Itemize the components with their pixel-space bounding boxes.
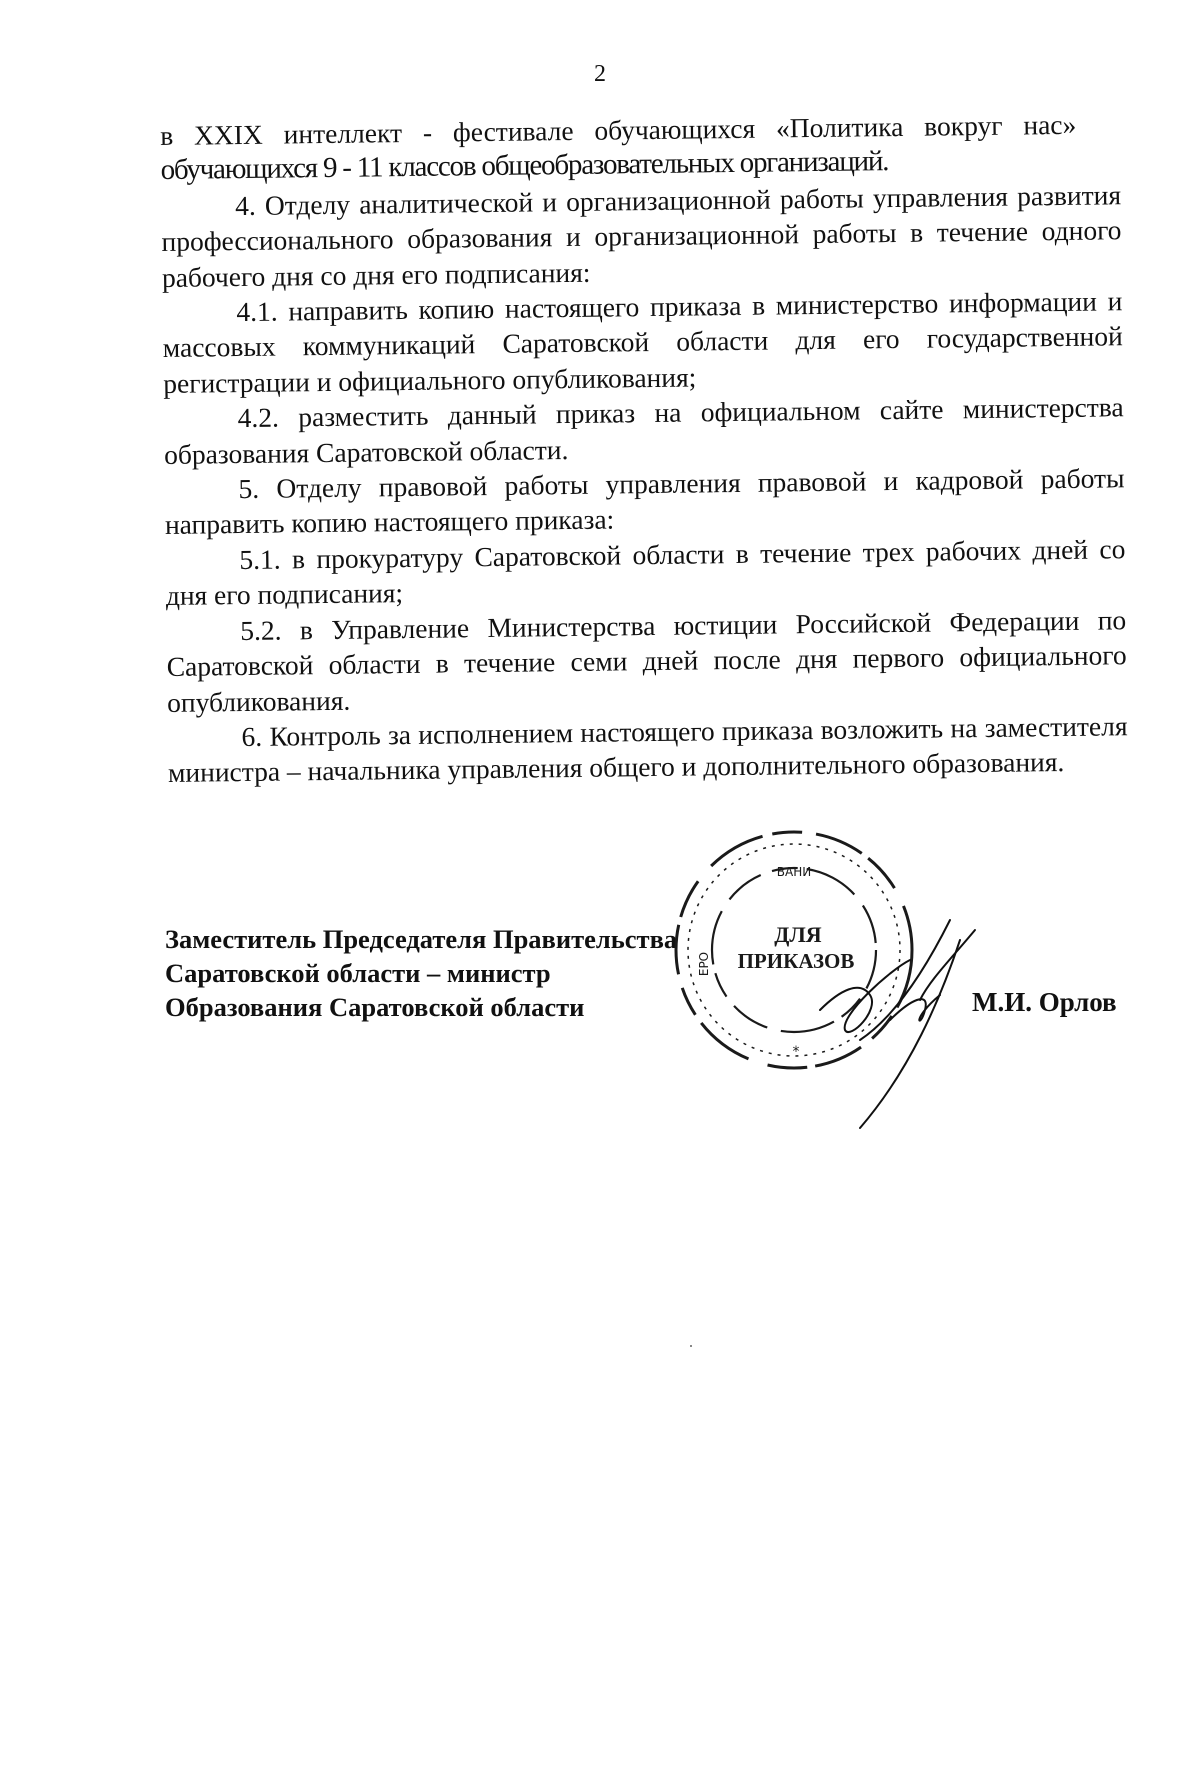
paragraph-continuation-2: обучающихся 9 - 11 классов общеобразовательных организаций. [160, 145, 889, 187]
paragraph-item-6: 6. Контроль за исполнением настоящего приказа возложить на заместителя министра – начальника управления общего и дополнительного образования. [167, 710, 1128, 789]
paragraph-continuation: в XXIX интеллект - фестивале обучающихся «Политика вокруг нас» [160, 108, 1077, 151]
paragraph-item-5-1: 5.1. в прокуратуру Саратовской области в течение трех рабочих дней со дня его подписания; [165, 533, 1126, 612]
signatory-title [165, 922, 725, 1024]
signatory-line-2: Саратовской области – министр [165, 958, 551, 988]
seal-text-line-2: ПРИКАЗОВ [737, 949, 855, 973]
seal-ring-text-left: ЕРО [697, 951, 711, 977]
page-number: 2 [594, 61, 606, 87]
seal-text-line-1: ДЛЯ [774, 922, 822, 947]
paragraph-item-4-2: 4.2. разместить данный приказ на официальном сайте министерства образования Саратовской области. [163, 391, 1124, 470]
signatory-line-3: Образования Саратовской области [165, 992, 585, 1022]
signer-name: М.И. Орлов [972, 987, 1117, 1017]
paragraph-item-5: 5. Отделу правовой работы управления правовой и кадровой работы направить копию настоящего приказа: [164, 462, 1125, 541]
paragraph-item-5-2: 5.2. в Управление Министерства юстиции Российской Федерации по Саратовской области в течение семи дней после дня первого официального опубликования. [166, 603, 1127, 718]
document-body [160, 106, 1128, 790]
signatory-line-1: Заместитель Председателя Правительства [165, 924, 678, 954]
seal-ring-text-top: ВАНИ [776, 865, 812, 879]
seal-star: * [792, 1044, 800, 1060]
scan-artifact [690, 1345, 692, 1347]
paragraph-item-4: 4. Отделу аналитической и организационной работы управления развития профессионального образования и организационной работы в течение одного рабочего дня со дня его подписания: [161, 179, 1122, 293]
paragraph-item-4-1: 4.1. направить копию настоящего приказа в министерство информации и массовых коммуникаций Саратовской области для его государственной регистрации и официального опубликования; [162, 285, 1123, 399]
